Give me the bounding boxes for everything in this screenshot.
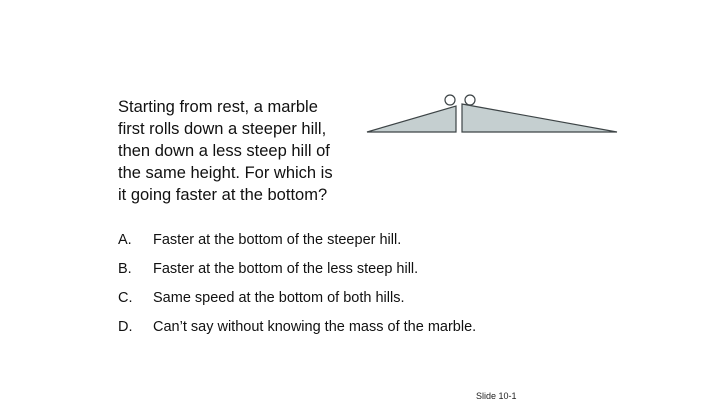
answer-option-d[interactable] [118,318,476,337]
question-text: Starting from rest, a marble first rolls down a steeper hill, then down a less steep hill of the same height. For which is it going faster at the bottom? [118,98,333,204]
answer-text: Faster at the bottom of the less steep hill. [153,261,419,277]
answer-option-a[interactable] [118,231,476,250]
marble-on-steep-hill [445,95,455,105]
answer-letter: D. [118,319,133,335]
gentle-hill [462,104,617,132]
answer-letter: B. [118,261,132,277]
answer-option-b[interactable] [118,260,476,279]
slide-number: Slide 10-1 [476,391,517,401]
answer-letter: C. [118,290,133,306]
answer-option-c[interactable] [118,289,476,308]
hills-diagram [360,88,625,144]
answer-text: Can’t say without knowing the mass of the marble. [153,319,477,335]
marble-on-gentle-hill [465,95,475,105]
answer-list [118,231,476,347]
answer-letter: A. [118,232,132,248]
answer-text: Faster at the bottom of the steeper hill. [153,232,402,248]
answer-text: Same speed at the bottom of both hills. [153,290,405,306]
steep-hill [367,106,456,132]
